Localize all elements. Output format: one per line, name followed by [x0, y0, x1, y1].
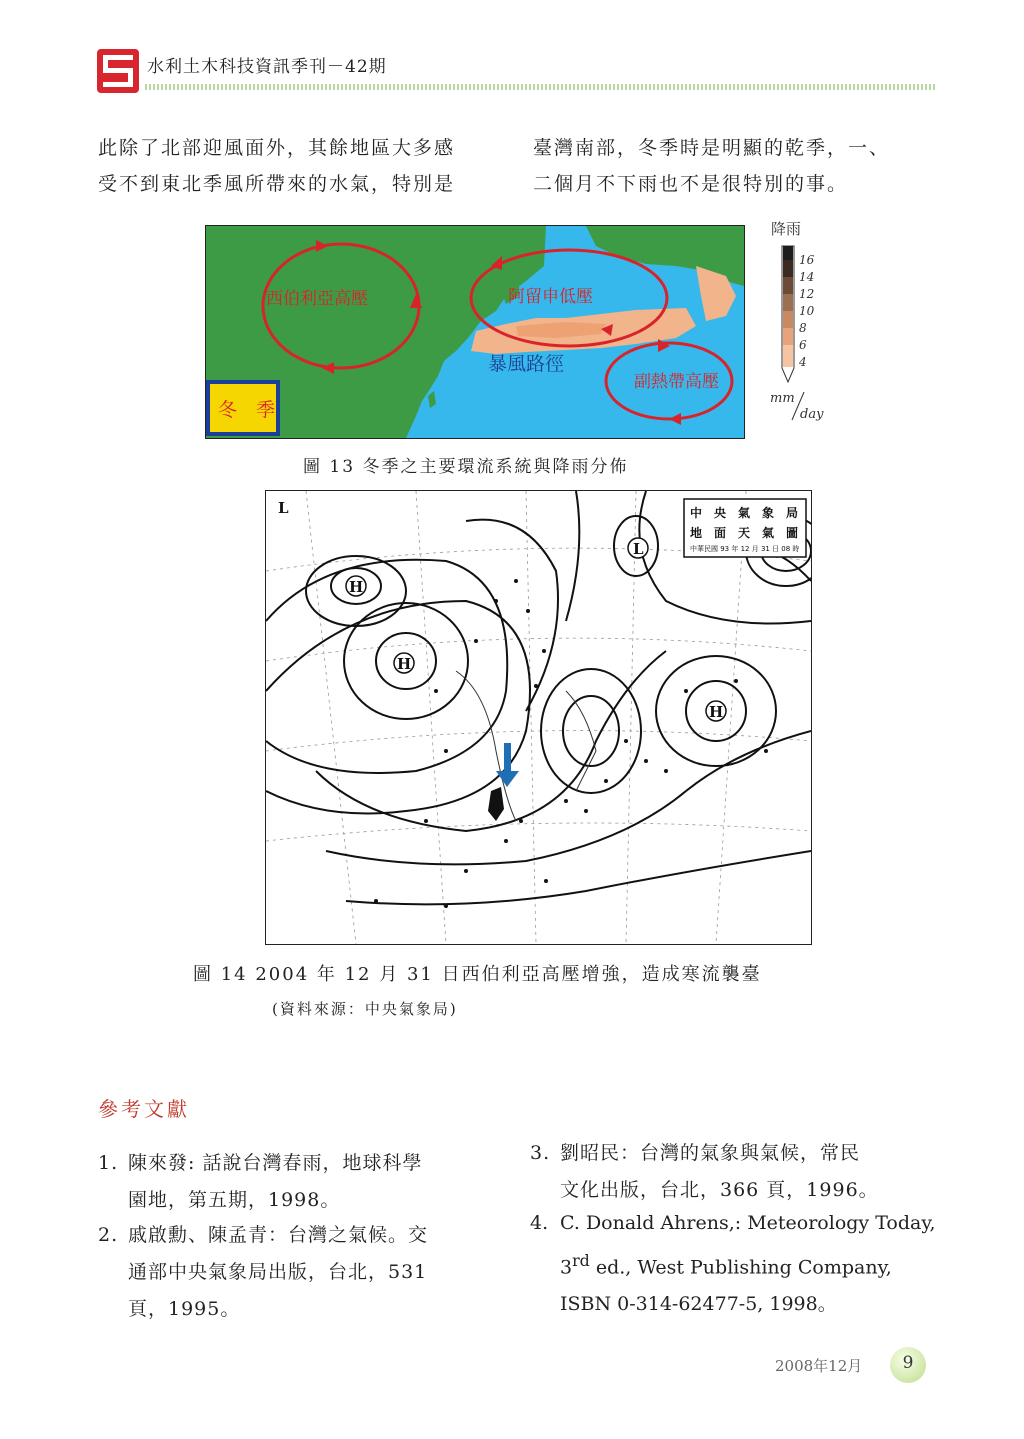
storm-track-label: 暴風路徑 — [488, 353, 565, 375]
legend-unit-mm: mm — [770, 391, 795, 406]
figure-13-circulation-map — [205, 225, 745, 439]
reference-4-publisher: ed., West Publishing Company, — [589, 1256, 892, 1279]
reference-4-edition: 3 — [560, 1256, 573, 1279]
season-label: 冬 季 — [218, 399, 276, 421]
figure-14-caption: 圖 14 2004 年 12 月 31 日西伯利亞高壓增強，造成寒流襲臺 — [193, 964, 762, 985]
reference-4 — [530, 1205, 940, 1323]
footer-date: 2008年12月 — [775, 1357, 863, 1375]
legend-unit-day: day — [800, 407, 824, 422]
reference-3-number: 3. — [530, 1142, 551, 1164]
reference-2 — [98, 1217, 518, 1328]
journal-title: 水利土木科技資訊季刊－42期 — [147, 57, 387, 77]
body-right-line-2: 二個月不下雨也不是很特別的事。 — [533, 173, 849, 195]
low-symbol-1: L — [278, 499, 289, 517]
high-symbol-3: H — [709, 703, 724, 721]
low-symbol-2: L — [633, 540, 644, 558]
legend-value-16: 16 — [799, 253, 815, 267]
high-symbol-2: H — [397, 655, 412, 673]
reference-2-number: 2. — [98, 1224, 119, 1246]
figure-13-caption: 圖 13 冬季之主要環流系統與降雨分佈 — [303, 457, 629, 477]
reference-4-edition-suffix: rd — [572, 1251, 590, 1270]
body-column-right — [533, 130, 890, 202]
reference-1-line-2: 園地，第五期，1998。 — [128, 1189, 341, 1211]
header-divider — [145, 84, 935, 90]
body-left-line-2: 受不到東北季風所帶來的水氣，特別是 — [98, 173, 456, 195]
page-number: 9 — [902, 1353, 914, 1373]
reference-4-isbn: ISBN 0-314-62477-5, 1998。 — [560, 1293, 837, 1316]
reference-2-line-2: 通部中央氣象局出版，台北，531 — [128, 1261, 428, 1283]
body-right-line-1: 臺灣南部，冬季時是明顯的乾季，一、 — [533, 137, 891, 159]
legend-value-4: 4 — [799, 355, 807, 369]
reference-2-line-3: 頁，1995。 — [128, 1298, 241, 1320]
figure-14-weather-map — [265, 490, 812, 945]
journal-logo-icon — [96, 48, 140, 94]
subtropical-high-label: 副熱帶高壓 — [634, 372, 719, 392]
legend-title: 降雨 — [771, 220, 802, 238]
reference-1 — [98, 1145, 518, 1219]
weather-map-title-2: 地 面 天 氣 圖 — [690, 526, 799, 540]
legend-value-12: 12 — [799, 287, 815, 301]
rainfall-legend — [766, 216, 836, 426]
aleutian-low-label: 阿留申低壓 — [508, 287, 593, 307]
reference-2-line-1: 戚啟勳、陳孟青：台灣之氣候。交 — [128, 1224, 429, 1246]
references-heading: 參考文獻 — [98, 1097, 190, 1121]
weather-map-title-1: 中 央 氣 象 局 — [690, 506, 799, 520]
reference-1-line-1: 陳來發: 話說台灣春雨，地球科學 — [128, 1152, 423, 1174]
figure-14-source: (資料來源：中央氣象局) — [272, 1000, 458, 1018]
body-left-line-1: 此除了北部迎風面外，其餘地區大多感 — [98, 137, 456, 159]
siberian-high-label: 西伯利亞高壓 — [266, 289, 368, 309]
legend-value-8: 8 — [799, 321, 807, 335]
body-column-left — [98, 130, 455, 202]
reference-4-line-1: C. Donald Ahrens,: Meteorology Today, — [560, 1212, 936, 1234]
high-symbol-1: H — [349, 578, 364, 596]
reference-3-line-2: 文化出版，台北，366 頁，1996。 — [560, 1179, 879, 1201]
reference-4-number: 4. — [530, 1212, 549, 1234]
reference-3 — [530, 1135, 940, 1209]
legend-value-6: 6 — [799, 338, 807, 352]
legend-value-10: 10 — [799, 304, 815, 318]
weather-map-title-3: 中華民國 93 年 12 月 31 日 08 時 — [690, 545, 800, 553]
legend-value-14: 14 — [799, 270, 815, 284]
reference-3-line-1: 劉昭民：台灣的氣象與氣候，常民 — [560, 1142, 861, 1164]
reference-1-number: 1. — [98, 1152, 119, 1174]
